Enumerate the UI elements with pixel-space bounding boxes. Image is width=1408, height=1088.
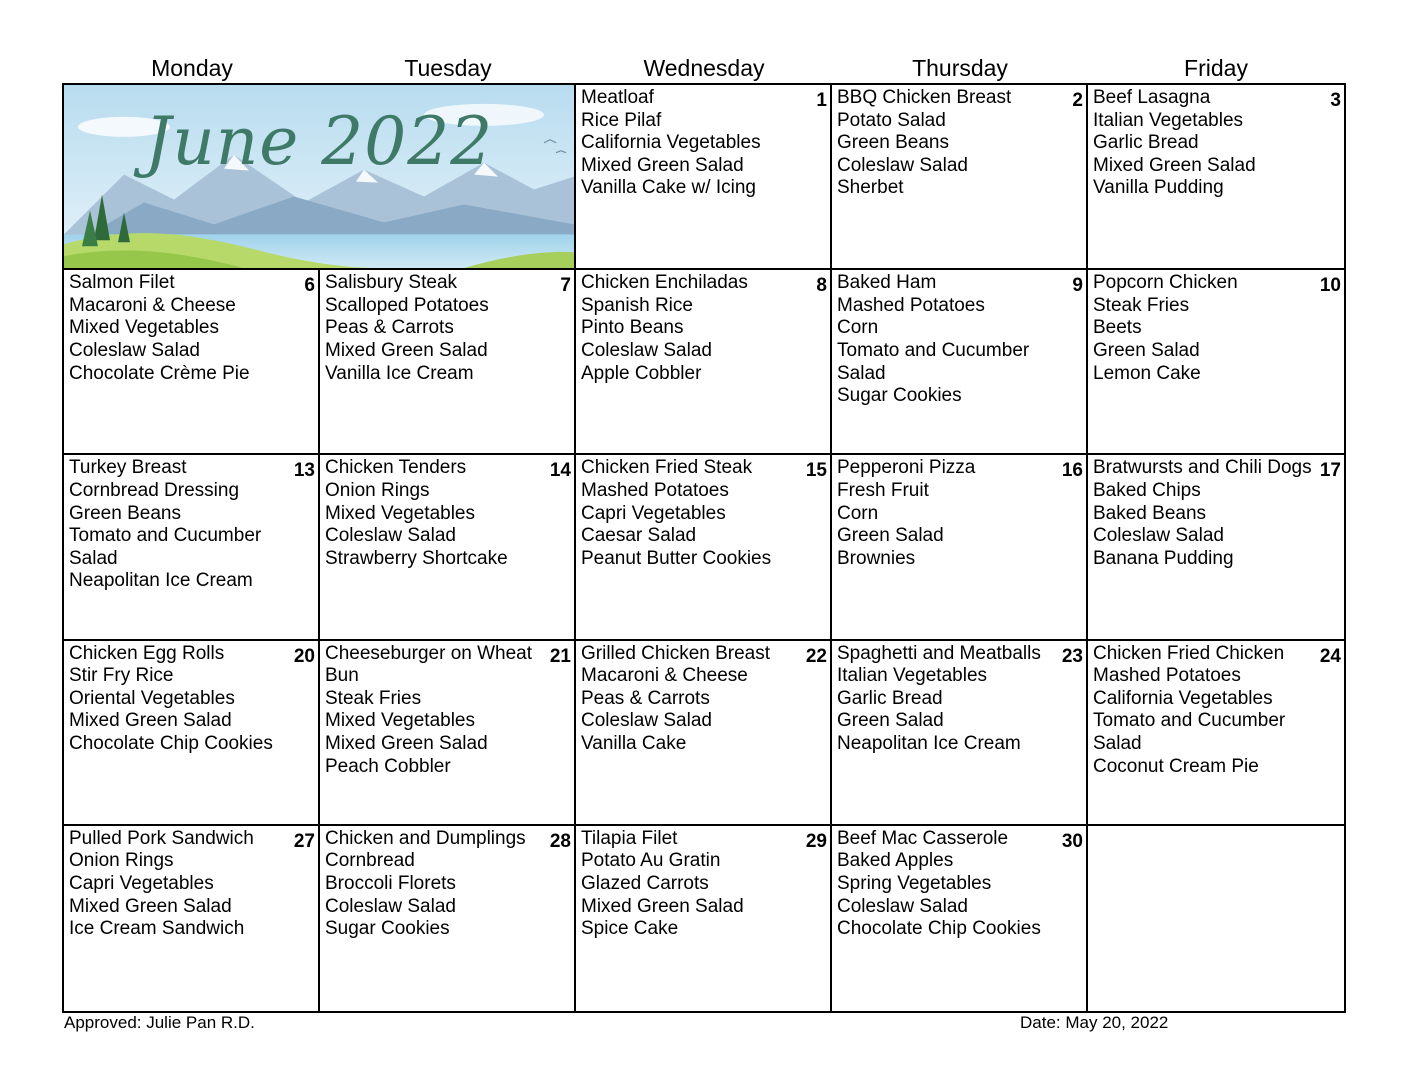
calendar-day-cell — [1088, 826, 1344, 1011]
menu-item: Salad — [69, 547, 118, 569]
menu-item: California Vegetables — [581, 132, 761, 154]
menu-list — [1093, 457, 1340, 570]
menu-list — [325, 272, 570, 385]
menu-item: Vanilla Cake w/ Icing — [581, 177, 756, 199]
calendar-day-cell — [576, 270, 832, 455]
menu-item: Pulled Pork Sandwich — [69, 827, 254, 849]
calendar-day-cell — [832, 270, 1088, 455]
menu-list — [581, 828, 826, 941]
menu-list — [69, 457, 314, 593]
menu-item: Corn — [837, 502, 879, 524]
weekday-tuesday: Tuesday — [404, 55, 492, 81]
day-number: 17 — [1319, 460, 1341, 482]
weekday-friday: Friday — [1184, 55, 1248, 81]
calendar-day-cell — [576, 641, 832, 826]
calendar-day-cell — [1088, 85, 1344, 270]
menu-item: Chicken Fried Steak — [581, 457, 753, 479]
menu-item: Bun — [325, 665, 359, 687]
menu-item: Mixed Green Salad — [69, 710, 232, 732]
menu-list — [325, 828, 570, 941]
menu-list — [1093, 272, 1340, 385]
menu-item: Apple Cobbler — [581, 362, 702, 384]
menu-list — [581, 643, 826, 756]
menu-list — [1093, 643, 1340, 779]
menu-item: Coleslaw Salad — [837, 154, 968, 176]
menu-item: Mixed Green Salad — [581, 895, 744, 917]
calendar-day-cell — [320, 455, 576, 640]
menu-list — [837, 643, 1082, 756]
day-number: 16 — [1061, 460, 1083, 482]
menu-list — [837, 457, 1082, 570]
day-number: 1 — [816, 90, 827, 111]
menu-list — [581, 457, 826, 570]
menu-item: Chicken Fried Chicken — [1093, 642, 1285, 664]
menu-item: Capri Vegetables — [69, 872, 214, 894]
menu-item: Fresh Fruit — [837, 479, 929, 501]
calendar-day-cell — [832, 455, 1088, 640]
menu-item: Cheeseburger on Wheat — [325, 642, 533, 664]
weekday-thursday: Thursday — [912, 55, 1008, 81]
menu-item: Glazed Carrots — [581, 872, 709, 894]
menu-list — [325, 643, 570, 779]
menu-item: Coleslaw Salad — [325, 895, 456, 917]
menu-item: Caesar Salad — [581, 525, 697, 547]
menu-item: Green Salad — [837, 525, 944, 547]
menu-item: Capri Vegetables — [581, 502, 726, 524]
menu-item: Neapolitan Ice Cream — [837, 732, 1021, 754]
menu-item: Baked Ham — [837, 272, 937, 294]
menu-item: Vanilla Pudding — [1093, 177, 1224, 199]
menu-list — [581, 87, 826, 200]
menu-item: Garlic Bread — [1093, 132, 1199, 154]
day-number: 28 — [549, 830, 571, 852]
calendar-day-cell — [576, 85, 832, 270]
menu-item: Mixed Green Salad — [69, 895, 232, 917]
menu-item: Chocolate Chip Cookies — [837, 918, 1041, 940]
weekday-header — [64, 52, 1344, 84]
menu-item: Green Beans — [69, 502, 181, 524]
menu-item: Pinto Beans — [581, 317, 684, 339]
day-number: 15 — [805, 460, 827, 482]
menu-item: Stir Fry Rice — [69, 665, 174, 687]
menu-list — [69, 643, 314, 756]
menu-item: California Vegetables — [1093, 687, 1273, 709]
menu-item: Salisbury Steak — [325, 272, 458, 294]
menu-item: Broccoli Florets — [325, 872, 456, 894]
menu-list — [837, 828, 1082, 941]
menu-item: Mixed Green Salad — [325, 339, 488, 361]
menu-item: Vanilla Cake — [581, 732, 687, 754]
menu-list — [837, 272, 1082, 408]
approved-by: Approved: Julie Pan R.D. — [64, 1013, 255, 1032]
menu-item: Tomato and Cucumber — [1093, 710, 1286, 732]
menu-item: Pepperoni Pizza — [837, 457, 976, 479]
day-number: 29 — [805, 830, 827, 852]
calendar-day-cell — [1088, 641, 1344, 826]
month-title: June 2022 — [144, 103, 494, 180]
calendar-day-cell — [832, 85, 1088, 270]
menu-item: Salad — [837, 362, 886, 384]
menu-item: Banana Pudding — [1093, 547, 1234, 569]
menu-item: Peas & Carrots — [581, 687, 710, 709]
menu-item: Coconut Cream Pie — [1093, 755, 1259, 777]
menu-item: Corn — [837, 317, 879, 339]
menu-item: Vanilla Ice Cream — [325, 362, 474, 384]
menu-list — [69, 828, 314, 941]
menu-item: Tomato and Cucumber — [69, 525, 262, 547]
day-number: 30 — [1061, 830, 1083, 852]
menu-item: Coleslaw Salad — [69, 339, 200, 361]
menu-item: Spring Vegetables — [837, 872, 992, 894]
menu-item: Grilled Chicken Breast — [581, 642, 771, 664]
day-number: 10 — [1319, 275, 1341, 297]
menu-item: Baked Beans — [1093, 502, 1207, 524]
day-number: 6 — [304, 275, 315, 297]
menu-item: Mixed Green Salad — [1093, 154, 1256, 176]
menu-item: Peanut Butter Cookies — [581, 547, 772, 569]
menu-item: Sugar Cookies — [837, 385, 962, 407]
menu-item: Ice Cream Sandwich — [69, 918, 245, 940]
menu-item: Mixed Vegetables — [325, 710, 475, 732]
menu-item: Scalloped Potatoes — [325, 294, 489, 316]
calendar-grid — [62, 83, 1346, 1013]
menu-item: Coleslaw Salad — [581, 339, 712, 361]
menu-list — [325, 457, 570, 570]
menu-item: Onion Rings — [69, 850, 174, 872]
menu-item: Chocolate Crème Pie — [69, 362, 250, 384]
calendar-day-cell — [832, 641, 1088, 826]
calendar-day-cell — [1088, 270, 1344, 455]
menu-item: Baked Apples — [837, 850, 954, 872]
menu-item: Spanish Rice — [581, 294, 693, 316]
calendar-day-cell — [832, 826, 1088, 1011]
menu-item: Salmon Filet — [69, 272, 175, 294]
menu-item: Chicken and Dumplings — [325, 827, 526, 849]
menu-item: Chicken Tenders — [325, 457, 467, 479]
menu-item: Lemon Cake — [1093, 362, 1201, 384]
menu-item: Mashed Potatoes — [581, 479, 729, 501]
day-number: 21 — [549, 645, 571, 667]
day-number: 20 — [293, 645, 315, 667]
menu-item: Potato Salad — [837, 109, 946, 131]
menu-item: Beef Lasagna — [1093, 87, 1211, 108]
menu-item: Coleslaw Salad — [1093, 525, 1224, 547]
menu-item: Spaghetti and Meatballs — [837, 642, 1041, 664]
day-number: 8 — [816, 275, 827, 297]
menu-item: Turkey Breast — [69, 457, 187, 479]
menu-list — [69, 272, 314, 385]
menu-item: Beef Mac Casserole — [837, 827, 1009, 849]
month-banner — [64, 85, 576, 270]
menu-item: Mixed Vegetables — [69, 317, 219, 339]
menu-item: Baked Chips — [1093, 479, 1201, 501]
weekday-wednesday: Wednesday — [643, 55, 765, 81]
calendar-day-cell — [576, 826, 832, 1011]
weekday-monday: Monday — [151, 55, 233, 81]
menu-item: Mixed Green Salad — [581, 154, 744, 176]
menu-item: Bratwursts and Chili Dogs — [1093, 457, 1312, 479]
calendar-day-cell — [64, 455, 320, 640]
menu-item: Chicken Egg Rolls — [69, 642, 225, 664]
menu-item: Spice Cake — [581, 918, 679, 940]
menu-item: Chicken Enchiladas — [581, 272, 748, 294]
menu-item: Italian Vegetables — [837, 665, 988, 687]
menu-item: Coleslaw Salad — [325, 525, 456, 547]
menu-item: Green Salad — [837, 710, 944, 732]
day-number: 7 — [560, 275, 571, 297]
day-number: 3 — [1330, 90, 1341, 111]
menu-item: Onion Rings — [325, 479, 430, 501]
menu-item: Macaroni & Cheese — [69, 294, 236, 316]
menu-item: Mashed Potatoes — [837, 294, 985, 316]
menu-item: Mixed Green Salad — [325, 732, 488, 754]
day-number: 22 — [805, 645, 827, 667]
menu-item: Peach Cobbler — [325, 755, 451, 777]
menu-list — [581, 272, 826, 385]
menu-item: Brownies — [837, 547, 916, 569]
menu-item: Mixed Vegetables — [325, 502, 475, 524]
menu-item: Beets — [1093, 317, 1142, 339]
day-number: 2 — [1072, 90, 1083, 111]
menu-list — [1093, 87, 1340, 200]
calendar-day-cell — [64, 641, 320, 826]
menu-item: Coleslaw Salad — [581, 710, 712, 732]
day-number: 14 — [549, 460, 571, 482]
calendar-day-cell — [320, 826, 576, 1011]
menu-item: Tomato and Cucumber — [837, 339, 1030, 361]
menu-item: Tilapia Filet — [581, 827, 678, 849]
menu-item: Peas & Carrots — [325, 317, 454, 339]
menu-item: Steak Fries — [1093, 294, 1190, 316]
menu-item: Steak Fries — [325, 687, 422, 709]
day-number: 23 — [1061, 645, 1083, 667]
menu-item: Cornbread Dressing — [69, 479, 240, 501]
day-number: 9 — [1072, 275, 1083, 297]
menu-item: Neapolitan Ice Cream — [69, 570, 253, 592]
menu-item: Sugar Cookies — [325, 918, 450, 940]
calendar-day-cell — [320, 270, 576, 455]
calendar-day-cell — [1088, 455, 1344, 640]
menu-item: Green Salad — [1093, 339, 1200, 361]
menu-item: Sherbet — [837, 177, 904, 199]
publish-date: Date: May 20, 2022 — [1020, 1013, 1169, 1032]
menu-item: Meatloaf — [581, 87, 654, 108]
menu-item: Macaroni & Cheese — [581, 665, 748, 687]
calendar-day-cell — [576, 455, 832, 640]
menu-item: Potato Au Gratin — [581, 850, 721, 872]
menu-item: Coleslaw Salad — [837, 895, 968, 917]
menu-list — [837, 87, 1082, 200]
calendar-day-cell — [320, 641, 576, 826]
menu-item: Garlic Bread — [837, 687, 943, 709]
menu-item: Green Beans — [837, 132, 949, 154]
menu-item: Italian Vegetables — [1093, 109, 1244, 131]
menu-item: Rice Pilaf — [581, 109, 662, 131]
menu-item: Mashed Potatoes — [1093, 665, 1241, 687]
day-number: 13 — [293, 460, 315, 482]
calendar-day-cell — [64, 270, 320, 455]
menu-item: Chocolate Chip Cookies — [69, 732, 273, 754]
menu-item: Salad — [1093, 732, 1142, 754]
menu-item: BBQ Chicken Breast — [837, 87, 1012, 108]
menu-item: Oriental Vegetables — [69, 687, 235, 709]
day-number: 27 — [293, 830, 315, 852]
calendar-day-cell — [64, 826, 320, 1011]
menu-item: Cornbread — [325, 850, 415, 872]
menu-item: Popcorn Chicken — [1093, 272, 1238, 294]
menu-item: Strawberry Shortcake — [325, 547, 508, 569]
day-number: 24 — [1319, 645, 1341, 667]
